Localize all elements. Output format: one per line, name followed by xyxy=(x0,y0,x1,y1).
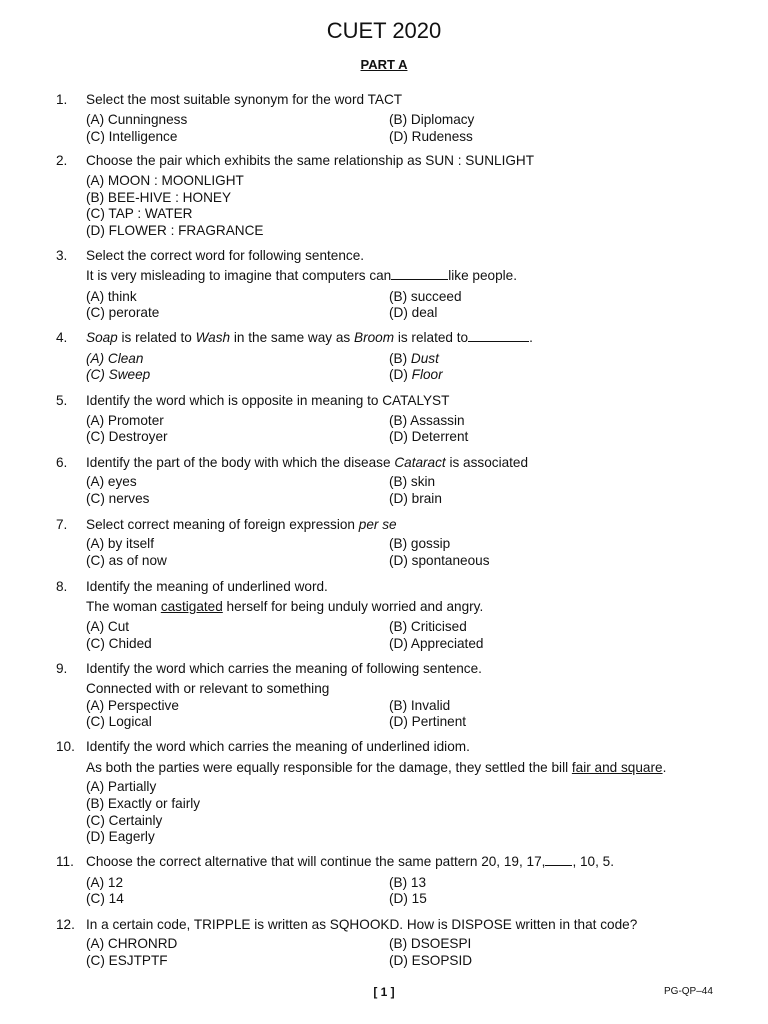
word-wash: Wash xyxy=(195,330,231,345)
option-c: (C) 14 xyxy=(86,891,124,906)
option-d: (D) Eagerly xyxy=(86,829,155,844)
option-a: (A) MOON : MOONLIGHT xyxy=(86,173,244,188)
option-d: (D) Pertinent xyxy=(389,714,467,729)
section-heading xyxy=(0,57,768,72)
option-b: (B) Invalid xyxy=(389,698,451,713)
text-part: is associated xyxy=(445,455,529,470)
text-part: Identify the part of the body with which the disease xyxy=(86,455,395,470)
option-a: (A) Cut xyxy=(86,619,130,634)
question-number: 2. xyxy=(56,153,68,168)
option-d: (D) deal xyxy=(389,305,438,320)
page-title: CUET 2020 xyxy=(326,18,442,43)
option-c: (C) Logical xyxy=(86,714,152,729)
option-c: (C) Sweep xyxy=(86,367,151,382)
question-text: Identify the word which carries the meaning of following sentence. xyxy=(86,661,482,676)
option-d: (D) Appreciated xyxy=(389,636,484,651)
option-a: (A) think xyxy=(86,289,137,304)
option-a: (A) eyes xyxy=(86,474,137,489)
word-soap: Soap xyxy=(86,330,118,345)
word-broom: Broom xyxy=(354,330,395,345)
question-sentence xyxy=(86,599,483,614)
option-a: (A) Clean xyxy=(86,351,144,366)
question-number: 1. xyxy=(56,92,68,107)
option-a: (A) by itself xyxy=(86,536,154,551)
page-number: [ 1 ] xyxy=(373,985,395,999)
question-text xyxy=(86,854,614,869)
option-label: (B) xyxy=(389,351,411,366)
option-b: (B) gossip xyxy=(389,536,451,551)
option-b: (B) succeed xyxy=(389,289,462,304)
word-cataract: Cataract xyxy=(394,455,446,470)
option-b: (B) BEE-HIVE : HONEY xyxy=(86,190,232,205)
sentence-part: like people. xyxy=(448,268,518,283)
underlined-word: castigated xyxy=(160,599,223,614)
sentence-part: It is very misleading to imagine that computers can xyxy=(86,268,392,283)
paper-code: PG-QP–44 xyxy=(664,986,713,997)
question-text xyxy=(86,517,397,532)
option-c: (C) Certainly xyxy=(86,813,163,828)
question-sentence xyxy=(86,760,666,775)
option-a: (A) CHRONRD xyxy=(86,936,178,951)
option-d: (D) ESOPSID xyxy=(389,953,473,968)
option-a: (A) Cunningness xyxy=(86,112,188,127)
text-part: in the same way as xyxy=(230,330,355,345)
text-part: is related to xyxy=(117,330,196,345)
text-part: . xyxy=(529,330,533,345)
question-text: Identify the word which carries the meaning of underlined idiom. xyxy=(86,739,470,754)
option-a: (A) Promoter xyxy=(86,413,164,428)
text-part: Choose the correct alternative that will continue the same pattern 20, 19, 17, xyxy=(86,854,546,869)
option-c: (C) Chided xyxy=(86,636,152,651)
answer-blank xyxy=(468,330,529,342)
text-part: The woman xyxy=(86,599,161,614)
text-part: Select correct meaning of foreign expression xyxy=(86,517,359,532)
question-sentence: Connected with or relevant to something xyxy=(86,681,330,696)
option-b: (B) DSOESPI xyxy=(389,936,472,951)
option-c: (C) perorate xyxy=(86,305,160,320)
question-text xyxy=(86,330,533,345)
option-a: (A) Partially xyxy=(86,779,157,794)
question-number: 12. xyxy=(56,917,75,932)
option-d: (D) spontaneous xyxy=(389,553,490,568)
question-text: Select the correct word for following sentence. xyxy=(86,248,365,263)
question-number: 5. xyxy=(56,393,68,408)
option-a: (A) 12 xyxy=(86,875,124,890)
question-text: Identify the word which is opposite in meaning to CATALYST xyxy=(86,393,450,408)
question-number: 8. xyxy=(56,579,68,594)
question-text: In a certain code, TRIPPLE is written as SQHOOKD. How is DISPOSE written in that code? xyxy=(86,917,638,932)
answer-blank xyxy=(545,854,572,866)
option-d: (D) 15 xyxy=(389,891,427,906)
option-b: (B) Diplomacy xyxy=(389,112,475,127)
answer-blank xyxy=(391,268,448,280)
option-b: (B) 13 xyxy=(389,875,427,890)
option-label: (D) xyxy=(389,367,412,382)
option-d: (D) Rudeness xyxy=(389,129,473,144)
text-part: is related to xyxy=(394,330,469,345)
option-c: (C) Destroyer xyxy=(86,429,168,444)
question-text: Identify the meaning of underlined word. xyxy=(86,579,328,594)
text-part: As both the parties were equally responsible for the damage, they settled the bill xyxy=(86,760,572,775)
option-c: (C) Intelligence xyxy=(86,129,178,144)
option-d: (D) FLOWER : FRAGRANCE xyxy=(86,223,264,238)
text-part: herself for being unduly worried and angry. xyxy=(222,599,484,614)
question-number: 6. xyxy=(56,455,68,470)
text-part: . xyxy=(662,760,667,775)
option-b: (B) Criticised xyxy=(389,619,467,634)
option-text: Dust xyxy=(410,351,439,366)
option-b: (B) Exactly or fairly xyxy=(86,796,201,811)
option-text: Floor xyxy=(411,367,443,382)
question-number: 4. xyxy=(56,330,68,345)
question-number: 3. xyxy=(56,248,68,263)
option-d xyxy=(389,367,443,382)
question-text: Select the most suitable synonym for the word TACT xyxy=(86,92,403,107)
option-b: (B) skin xyxy=(389,474,436,489)
question-number: 9. xyxy=(56,661,68,676)
option-c: (C) nerves xyxy=(86,491,150,506)
phrase-per-se: per se xyxy=(358,517,397,532)
section-heading-text: PART A xyxy=(360,57,408,72)
question-text: Choose the pair which exhibits the same relationship as SUN : SUNLIGHT xyxy=(86,153,535,168)
question-number: 7. xyxy=(56,517,68,532)
question-text xyxy=(86,455,528,470)
option-c: (C) TAP : WATER xyxy=(86,206,193,221)
question-number: 11. xyxy=(56,854,74,869)
option-c: (C) ESJTPTF xyxy=(86,953,168,968)
option-c: (C) as of now xyxy=(86,553,167,568)
option-a: (A) Perspective xyxy=(86,698,179,713)
option-b: (B) Assassin xyxy=(389,413,465,428)
option-d: (D) brain xyxy=(389,491,442,506)
text-part: , 10, 5. xyxy=(572,854,615,869)
question-sentence xyxy=(86,268,517,283)
option-d: (D) Deterrent xyxy=(389,429,469,444)
question-number: 10. xyxy=(56,739,75,754)
option-b xyxy=(389,351,439,366)
underlined-idiom: fair and square xyxy=(571,760,663,775)
